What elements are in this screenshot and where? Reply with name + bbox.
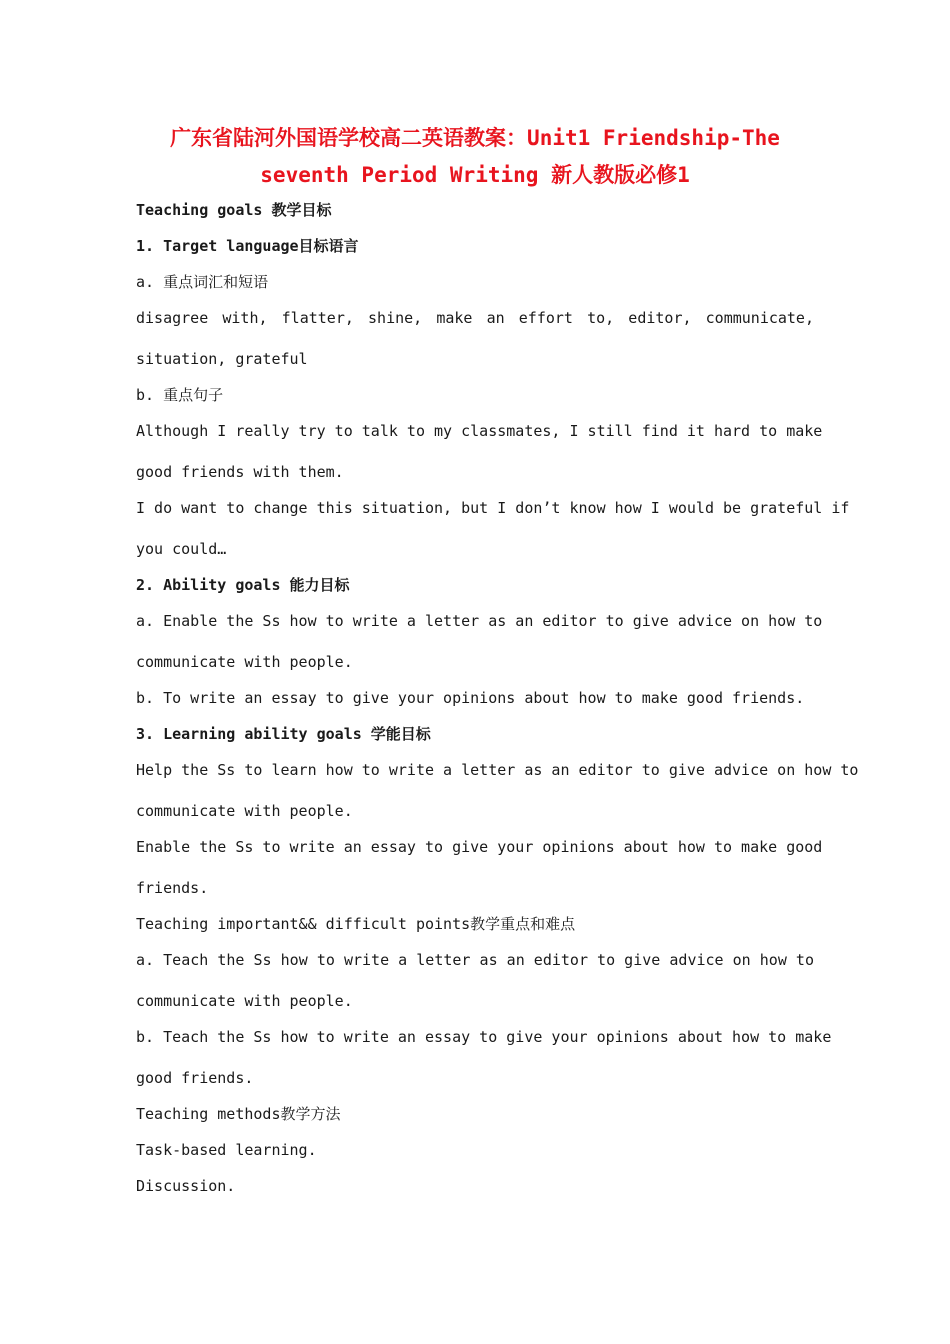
- important-b-line-1: b. Teach the Ss how to write an essay to give your opinions about how to make: [136, 1028, 832, 1046]
- sentence-2-line-1: I do want to change this situation, but I don’t know how I would be grateful if: [136, 499, 850, 517]
- ability-a-line-1: a. Enable the Ss how to write a letter as an editor to give advice on how to: [136, 612, 823, 630]
- vocab-line-2: situation, grateful: [136, 350, 308, 368]
- ability-b: b. To write an essay to give your opinions about how to make good friends.: [136, 689, 805, 707]
- teaching-methods-heading: Teaching methods教学方法: [136, 1105, 341, 1123]
- ability-a-line-2: communicate with people.: [136, 653, 353, 671]
- sentence-1-line-2: good friends with them.: [136, 463, 344, 481]
- important-a-line-1: a. Teach the Ss how to write a letter as an editor to give advice on how to: [136, 951, 814, 969]
- learning-goals-heading: 3. Learning ability goals 学能目标: [136, 725, 431, 743]
- important-b-line-2: good friends.: [136, 1069, 254, 1087]
- learning-2-line-2: friends.: [136, 879, 209, 897]
- sentence-2-line-2: you could…: [136, 540, 227, 558]
- sentence-1-line-1: Although I really try to talk to my classmates, I still find it hard to make: [136, 422, 823, 440]
- method-discussion: Discussion.: [136, 1177, 236, 1195]
- document-title-line-1: 广东省陆河外国语学校高二英语教案：Unit1 Friendship-The: [170, 126, 780, 150]
- learning-1-line-1: Help the Ss to learn how to write a letter as an editor to give advice on how to: [136, 761, 859, 779]
- ability-goals-heading: 2. Ability goals 能力目标: [136, 576, 350, 594]
- vocab-line-1: disagree with, flatter, shine, make an effort to, editor, communicate,: [136, 309, 814, 327]
- sentences-label: b. 重点句子: [136, 386, 224, 404]
- important-points-heading: Teaching important&& difficult points教学重点和难点: [136, 915, 576, 933]
- target-language-heading: 1. Target language目标语言: [136, 237, 359, 255]
- important-a-line-2: communicate with people.: [136, 992, 353, 1010]
- vocab-label: a. 重点词汇和短语: [136, 273, 269, 291]
- learning-2-line-1: Enable the Ss to write an essay to give your opinions about how to make good: [136, 838, 823, 856]
- document-title-line-2: seventh Period Writing 新人教版必修1: [260, 163, 690, 187]
- teaching-goals-heading: Teaching goals 教学目标: [136, 201, 332, 219]
- method-task-based: Task-based learning.: [136, 1141, 317, 1159]
- learning-1-line-2: communicate with people.: [136, 802, 353, 820]
